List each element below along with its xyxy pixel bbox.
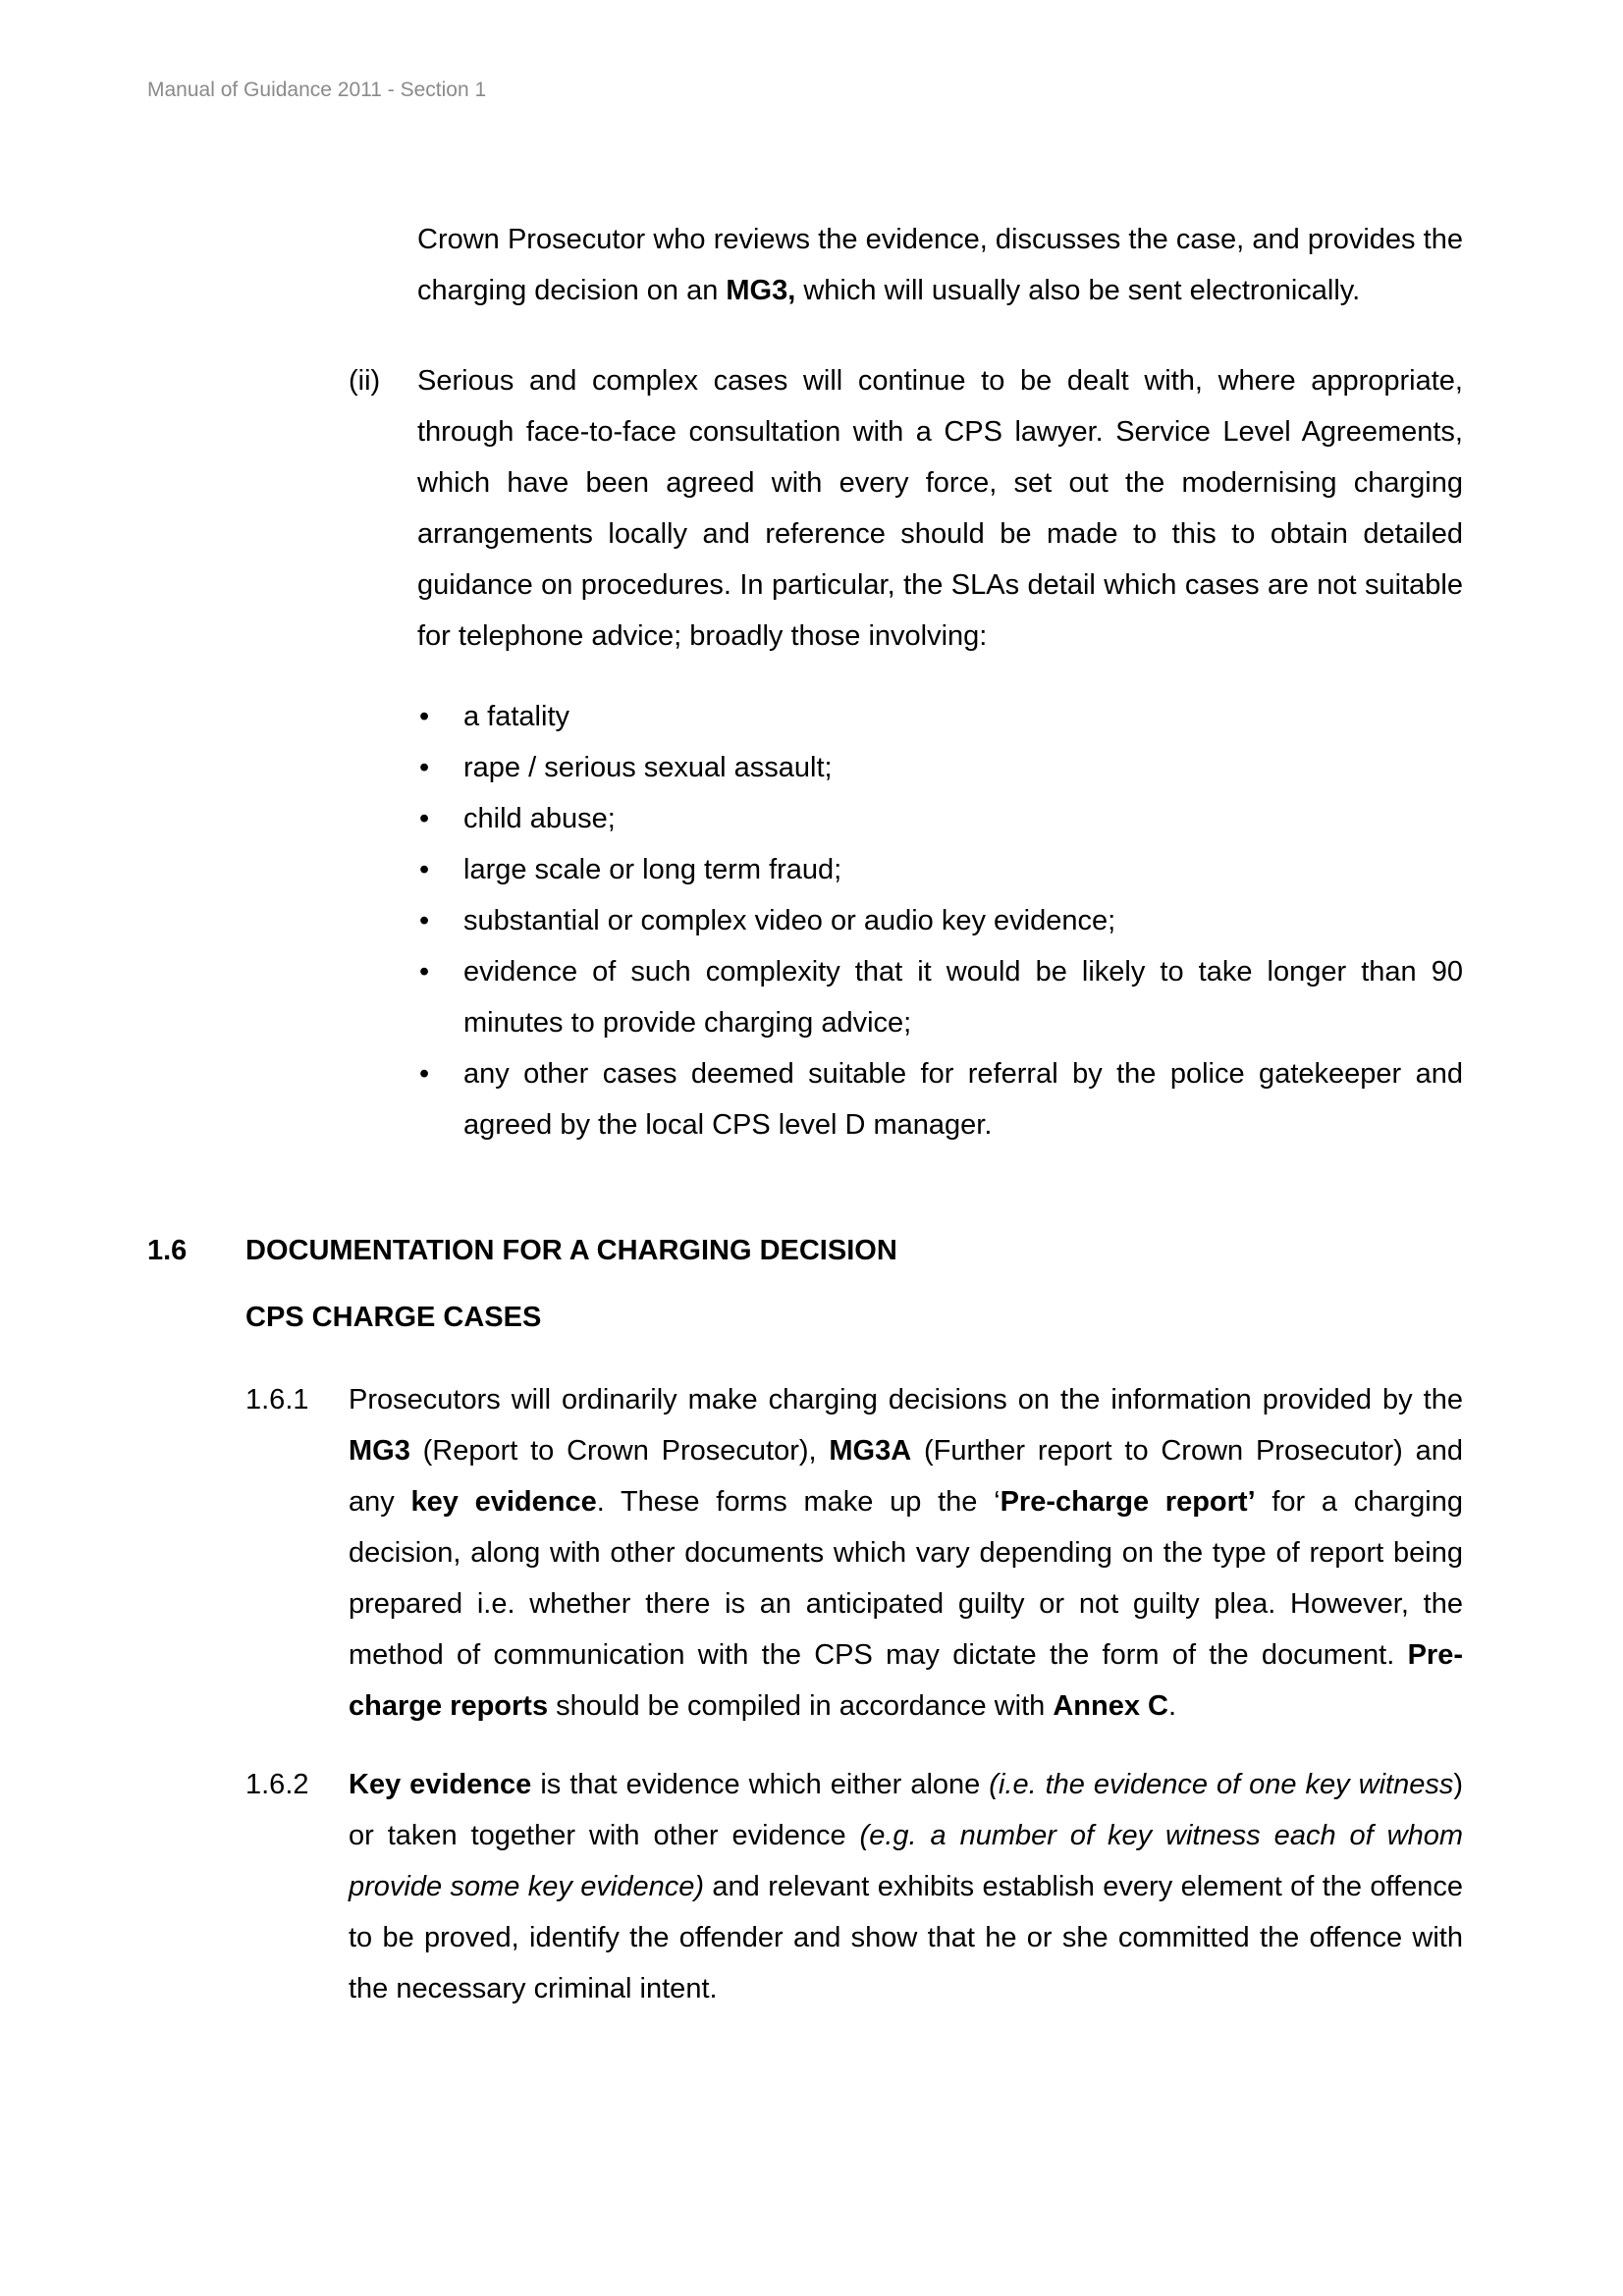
bullet-list (417, 691, 1463, 1150)
running-header: Manual of Guidance 2011 - Section 1 (147, 79, 487, 101)
section-heading-1-6 (147, 1225, 1463, 1276)
paragraph-1-6-2-text (349, 1759, 1463, 2014)
text-run: ) or taken together with other evidence (349, 1769, 1464, 1851)
text-run: for a charging decision, along with other documents which vary depending on the type of report being prepared i.e. whether there is an anticipated guilty or not guilty plea. However, the method of communication with the CPS may dictate the form of the document. (349, 1486, 1463, 1671)
list-item-ii-text (417, 355, 1463, 662)
text-run: (i.e. the evidence of one key witness (989, 1769, 1454, 1800)
bullet-item: • evidence of such complexity that it would be likely to take longer than 90 minutes to provide charging advice; (417, 946, 1463, 1048)
text-run: MG3, (726, 275, 796, 306)
list-item-ii-label: (ii) (349, 365, 381, 397)
section-number: 1.6 (147, 1235, 188, 1266)
text-run: . These forms make up the ‘ (596, 1486, 1001, 1518)
text-run: Serious and complex cases will continue to be dealt with, where appropriate, through face-to-face consultation with a CPS lawyer. Service Level Agreements, which have been agreed with every force, set out the modernising charging arrangements locally and reference should be made to this to obtain detailed guidance on procedures. In particular, the SLAs detail which cases are not suitable for telephone advice; broadly those involving: (417, 365, 1463, 652)
text-run: is that evidence which either alone (531, 1769, 990, 1800)
paragraph-1-6-1-number: 1.6.1 (245, 1384, 309, 1415)
list-item-ii (147, 355, 1463, 662)
subsection-heading-cps-charge-cases: CPS CHARGE CASES (245, 1302, 542, 1333)
text-run: (Further report to Crown Prosecutor) and any (349, 1435, 1463, 1518)
text-run: Prosecutors will ordinarily make charging decisions on the information provided by the (349, 1384, 1463, 1415)
paragraph-1-6-1 (245, 1374, 1463, 1732)
bullet-item: • child abuse; (417, 793, 1463, 844)
bullet-item: • any other cases deemed suitable for referral by the police gatekeeper and agreed by the local CPS level D manager. (417, 1048, 1463, 1150)
text-run: Key evidence (349, 1769, 532, 1800)
bullet-item: • large scale or long term fraud; (417, 844, 1463, 895)
bullet-item: • substantial or complex video or audio key evidence; (417, 895, 1463, 946)
text-run: which will usually also be sent electronically. (795, 275, 1361, 306)
text-run: (e.g. a number of key witness each of whom provide some key evidence) (349, 1820, 1463, 1902)
paragraph-1-6-2 (245, 1759, 1463, 2014)
section-title: DOCUMENTATION FOR A CHARGING DECISION (245, 1235, 897, 1266)
text-run: MG3A (829, 1435, 912, 1467)
text-run: (Report to Crown Prosecutor), (409, 1435, 830, 1467)
text-run: MG3 (349, 1435, 410, 1467)
bullet-item: • a fatality (417, 691, 1463, 742)
text-run: Pre-charge reports (349, 1639, 1463, 1722)
text-run: . (1167, 1690, 1177, 1722)
text-run: Pre-charge report’ (1000, 1486, 1256, 1518)
paragraph-1-6-1-text (349, 1374, 1463, 1732)
text-run: key evidence (410, 1486, 597, 1518)
text-run: and relevant exhibits establish every element of the offence to be proved, identify the offender and show that he or she committed the offence with the necessary criminal intent. (349, 1871, 1463, 2004)
text-run: Annex C (1053, 1690, 1168, 1722)
paragraph-1-6-2-number: 1.6.2 (245, 1769, 309, 1800)
text-run: should be compiled in accordance with (548, 1690, 1054, 1722)
text-run: Crown Prosecutor who reviews the evidence, discusses the case, and provides the charging decision on an (417, 224, 1463, 306)
paragraph-continuation (417, 214, 1463, 316)
bullet-item: • rape / serious sexual assault; (417, 742, 1463, 793)
